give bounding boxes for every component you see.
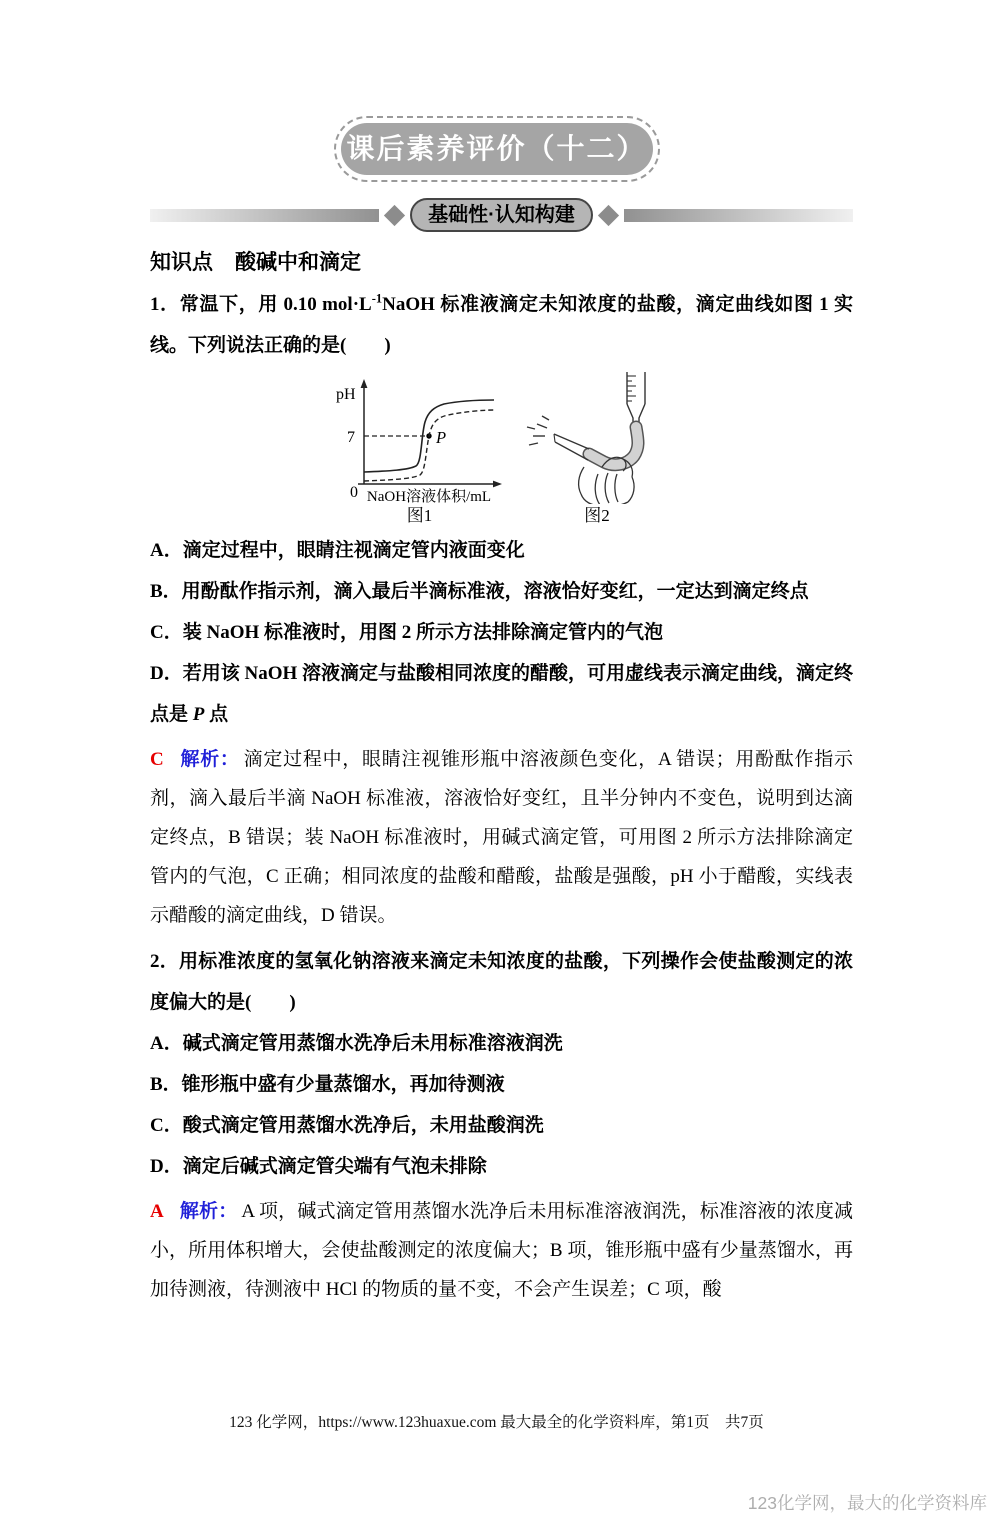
- q2-option-b: B．锥形瓶中盛有少量蒸馏水，再加待测液: [150, 1074, 505, 1095]
- gradient-rule-left: [150, 209, 379, 222]
- worksheet-content: [150, 248, 853, 1309]
- q1-option-d-text: D．若用该 NaOH 溶液滴定与盐酸相同浓度的醋酸，可用虚线表示滴定曲线，滴定终点是: [150, 663, 854, 725]
- q1-answer-letter: C: [150, 749, 164, 770]
- figure2-caption: 图2: [584, 506, 610, 525]
- figure-row: [150, 370, 853, 528]
- x-axis-label: NaOH溶液体积/mL: [366, 489, 492, 504]
- q2-analysis: [150, 1192, 853, 1309]
- burette-graduations: [627, 376, 636, 401]
- footer-url-link[interactable]: https://www.123huaxue.com: [318, 1414, 497, 1431]
- footer-page-number: 第1页 共7页: [670, 1414, 764, 1431]
- glass-tip: [555, 442, 588, 460]
- topic-label: 知识点: [150, 251, 213, 274]
- q1-option-a: A．滴定过程中，眼睛注视滴定管内液面变化: [150, 540, 525, 561]
- q2-option-c: C．酸式滴定管用蒸馏水洗净后，未用盐酸润洗: [150, 1115, 544, 1136]
- watermark-text: 123化学网，最大的化学资料库: [747, 1493, 987, 1513]
- point-P-label: P: [436, 428, 447, 447]
- y-axis-arrow-icon: [361, 379, 368, 388]
- q1-option-b: B．用酚酞作指示剂，滴入最后半滴标准液，溶液恰好变红，一定达到滴定终点: [150, 581, 809, 602]
- q2-answer-letter: A: [150, 1201, 164, 1222]
- q1-option-d: [150, 653, 853, 735]
- section-banner: [150, 198, 853, 232]
- page-title: 课后素养评价（十二）: [341, 123, 653, 175]
- footer-tagline: 最大最全的化学资料库，: [496, 1414, 671, 1431]
- q2-option-a: A．碱式滴定管用蒸馏水洗净后未用标准溶液润洗: [150, 1033, 563, 1054]
- q2-analysis-tag: 解析：: [179, 1201, 238, 1222]
- q1-superscript: -1: [371, 291, 383, 306]
- topic-heading: [150, 248, 853, 278]
- question2-stem: 2．用标准浓度的氢氧化钠溶液来滴定未知浓度的盐酸，下列操作会使盐酸测定的浓度偏大的是( ): [150, 951, 853, 1013]
- document-page: [0, 116, 993, 1520]
- q1-analysis-text: 滴定过程中，眼睛注视锥形瓶中溶液颜色变化，A 错误；用酚酞作指示剂，滴入最后半滴 NaOH 标准液，溶液恰好变红，且半分钟内不变色，说明到达滴定终点，B 错误；装 NaOH 标准液时，用碱式滴定管，可用图 2 所示方法排除滴定管内的气泡，C 正确；相同浓度的盐酸和醋酸，盐酸是强酸，pH 小于醋酸，实线表示醋酸的滴定曲线，D 错误。: [150, 749, 853, 926]
- q1-option-d-text2: 点: [204, 704, 229, 725]
- q1-stem-text2: NaOH 标准液滴定未知浓度的盐酸，滴定曲线如图 1 实线。下列说法正确的是( ): [150, 294, 854, 356]
- tick-7: 7: [347, 429, 355, 446]
- title-banner: [334, 116, 660, 182]
- question1-stem: [150, 284, 853, 366]
- q1-option-d-variable: P: [192, 704, 205, 725]
- tick-0: 0: [350, 484, 358, 501]
- section-title: 基础性·认知构建: [410, 198, 593, 232]
- q1-stem-text: 1．常温下，用 0.10 mol·L: [150, 294, 372, 315]
- q2-analysis-text: A 项，碱式滴定管用蒸馏水洗净后未用标准溶液润洗，标准溶液的浓度减小，所用体积增大，会使盐酸测定的浓度偏大；B 项，锥形瓶中盛有少量蒸馏水，再加待测液，待测液中 HCl 的物质的量不变，不会产生误差；C 项，酸: [150, 1201, 853, 1300]
- figure2-burette-illustration: [523, 370, 671, 504]
- diamond-icon: [598, 204, 619, 225]
- y-axis-label: pH: [336, 386, 356, 403]
- gradient-rule-right: [624, 209, 853, 222]
- page-footer: [0, 1410, 993, 1432]
- glass-tip: [554, 434, 589, 449]
- figure1-caption: 图1: [406, 506, 433, 525]
- glass-tip-opening: [554, 434, 555, 442]
- figure1-titration-curve: [332, 376, 507, 504]
- x-axis-arrow-icon: [493, 481, 502, 488]
- footer-site-name: 123 化学网，: [229, 1414, 319, 1431]
- q1-analysis: [150, 740, 853, 935]
- figure1: [332, 376, 507, 528]
- topic-title: 酸碱中和滴定: [235, 251, 361, 274]
- diamond-icon: [384, 204, 405, 225]
- q2-option-d: D．滴定后碱式滴定管尖端有气泡未排除: [150, 1156, 487, 1177]
- q1-option-c: C．装 NaOH 标准液时，用图 2 所示方法排除滴定管内的气泡: [150, 622, 664, 643]
- spray-droplets: [527, 416, 549, 445]
- q1-analysis-tag: 解析：: [179, 749, 240, 770]
- figure2: [523, 370, 671, 528]
